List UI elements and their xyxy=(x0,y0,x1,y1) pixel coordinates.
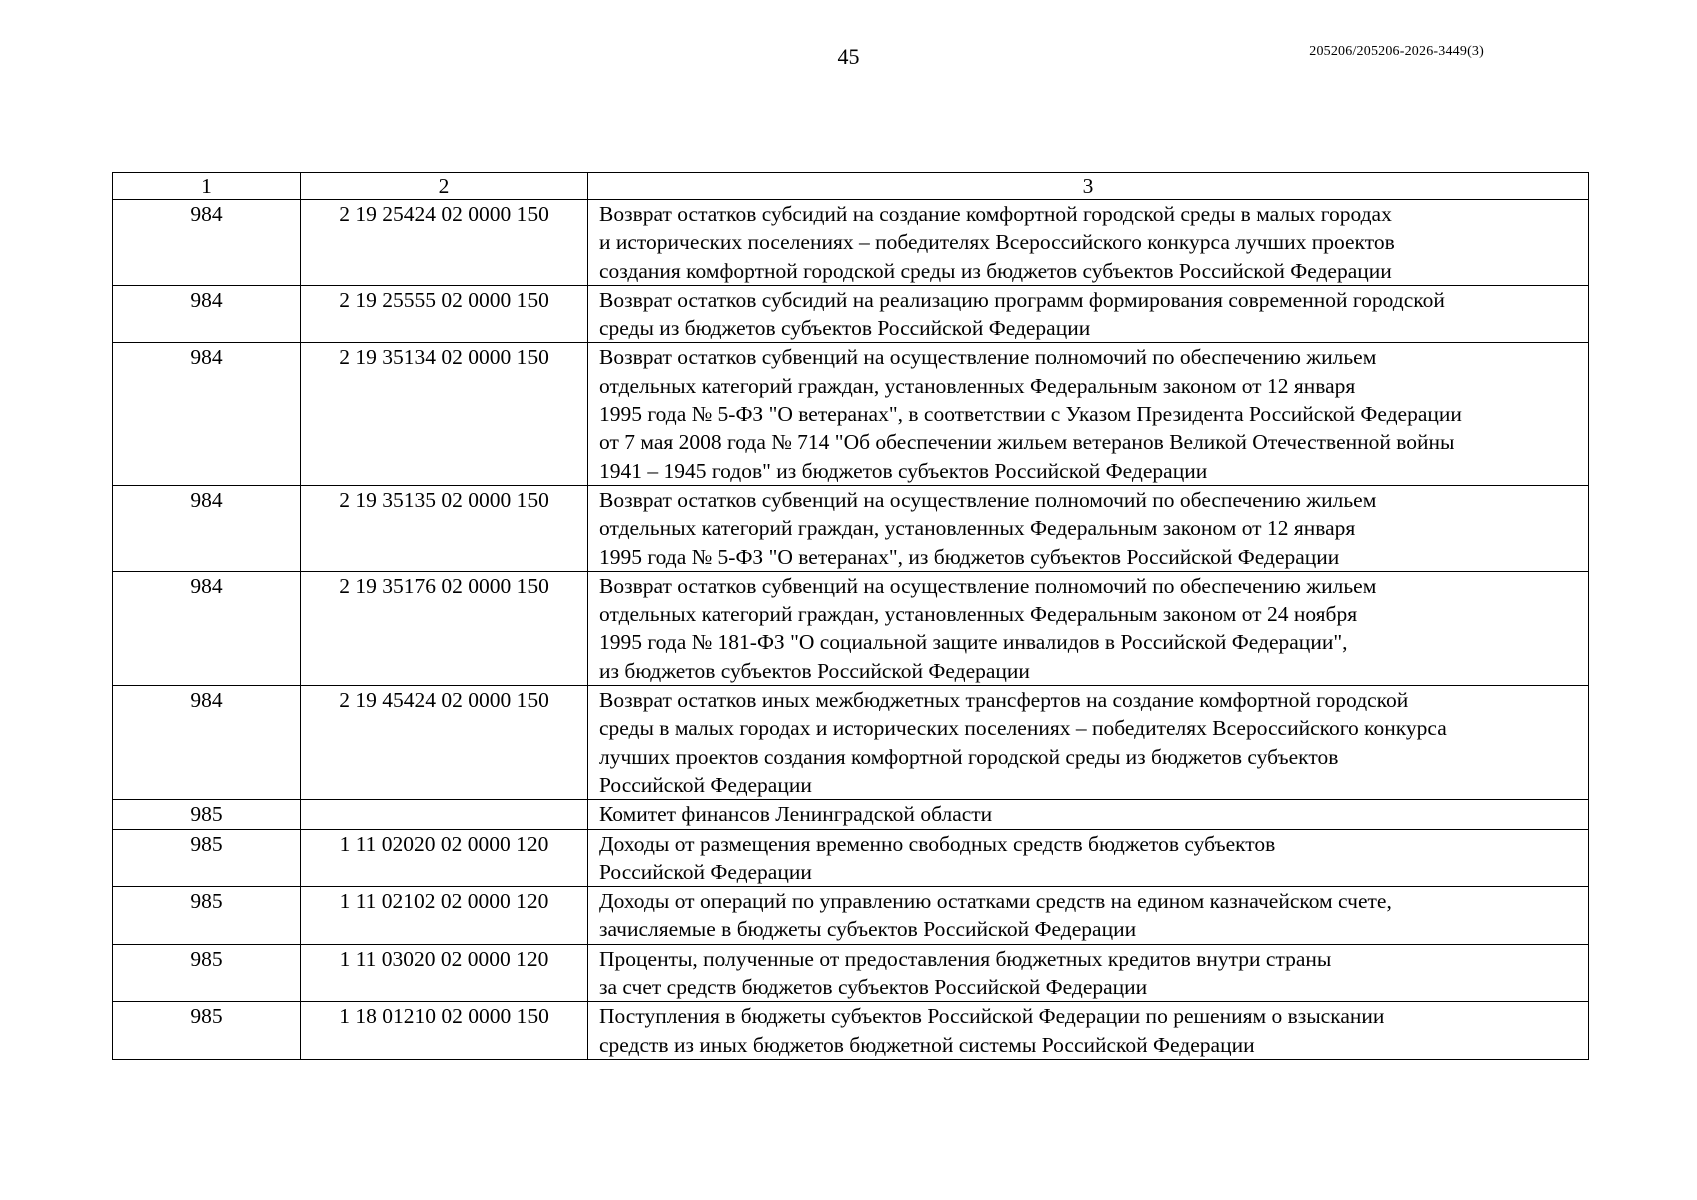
admin-code-cell: 984 xyxy=(113,485,301,571)
description-line: за счет средств бюджетов субъектов Российской Федерации xyxy=(599,975,1148,1000)
description-cell xyxy=(588,944,1589,1002)
description-cell xyxy=(588,800,1589,829)
revenue-code-cell: 1 11 02102 02 0000 120 xyxy=(301,887,588,945)
revenue-code-cell: 1 18 01210 02 0000 150 xyxy=(301,1002,588,1060)
revenue-code-cell: 2 19 45424 02 0000 150 xyxy=(301,686,588,800)
document-id: 205206/205206-2026-3449(3) xyxy=(1309,44,1484,59)
description-line: Российской Федерации xyxy=(599,772,812,797)
table-row xyxy=(113,944,1589,1002)
description-line: лучших проектов создания комфортной городской среды из бюджетов субъектов xyxy=(599,744,1339,769)
admin-code-cell: 985 xyxy=(113,887,301,945)
revenue-code-cell: 2 19 35176 02 0000 150 xyxy=(301,571,588,685)
table-row xyxy=(113,686,1589,800)
revenue-code-cell: 1 11 03020 02 0000 120 xyxy=(301,944,588,1002)
description-line: 1995 года № 5-ФЗ "О ветеранах", в соответствии с Указом Президента Российской Федерации xyxy=(599,402,1462,427)
table-row xyxy=(113,829,1589,887)
description-cell xyxy=(588,485,1589,571)
description-line: отдельных категорий граждан, установленных Федеральным законом от 12 января xyxy=(599,516,1356,541)
description-cell xyxy=(588,686,1589,800)
admin-code-cell: 984 xyxy=(113,343,301,485)
description-line: Возврат остатков субвенций на осуществление полномочий по обеспечению жильем xyxy=(599,573,1377,598)
description-cell xyxy=(588,887,1589,945)
column-header-1: 1 xyxy=(113,173,301,200)
admin-code-cell: 984 xyxy=(113,571,301,685)
revenue-codes-table xyxy=(112,172,1589,1060)
table-row xyxy=(113,343,1589,485)
admin-code-cell: 985 xyxy=(113,1002,301,1060)
admin-code-cell: 984 xyxy=(113,200,301,286)
description-line: 1995 года № 181-ФЗ "О социальной защите инвалидов в Российской Федерации", xyxy=(599,630,1348,655)
description-cell xyxy=(588,200,1589,286)
table-row xyxy=(113,200,1589,286)
description-cell xyxy=(588,285,1589,343)
description-line: из бюджетов субъектов Российской Федерации xyxy=(599,658,1030,683)
table-header-row xyxy=(113,173,1589,200)
column-header-2: 2 xyxy=(301,173,588,200)
column-header-3: 3 xyxy=(588,173,1589,200)
table-row xyxy=(113,887,1589,945)
revenue-code-cell: 2 19 25555 02 0000 150 xyxy=(301,285,588,343)
table-row xyxy=(113,285,1589,343)
description-line: среды в малых городах и исторических поселениях – победителях Всероссийского конкурса xyxy=(599,716,1447,741)
description-line: отдельных категорий граждан, установленных Федеральным законом от 12 января xyxy=(599,373,1356,398)
table-row xyxy=(113,1002,1589,1060)
description-cell xyxy=(588,571,1589,685)
table-body xyxy=(113,200,1589,1060)
revenue-code-cell: 2 19 35134 02 0000 150 xyxy=(301,343,588,485)
admin-code-cell: 984 xyxy=(113,285,301,343)
description-line: от 7 мая 2008 года № 714 "Об обеспечении жильем ветеранов Великой Отечественной войны xyxy=(599,430,1455,455)
description-line: 1941 – 1945 годов" из бюджетов субъектов Российской Федерации xyxy=(599,458,1208,483)
admin-code-cell: 985 xyxy=(113,800,301,829)
description-line: и исторических поселениях – победителях Всероссийского конкурса лучших проектов xyxy=(599,230,1395,255)
table-row xyxy=(113,485,1589,571)
description-line: Российской Федерации xyxy=(599,859,812,884)
page-number: 45 xyxy=(837,44,860,69)
description-cell xyxy=(588,343,1589,485)
description-line: Возврат остатков субвенций на осуществление полномочий по обеспечению жильем xyxy=(599,345,1377,370)
description-line: Комитет финансов Ленинградской области xyxy=(599,802,993,827)
revenue-code-cell: 2 19 25424 02 0000 150 xyxy=(301,200,588,286)
admin-code-cell: 985 xyxy=(113,944,301,1002)
description-line: Доходы от операций по управлению остатками средств на едином казначейском счете, xyxy=(599,889,1392,914)
description-line: Возврат остатков субсидий на создание комфортной городской среды в малых городах xyxy=(599,202,1392,226)
description-line: зачисляемые в бюджеты субъектов Российской Федерации xyxy=(599,917,1137,942)
description-line: Возврат остатков иных межбюджетных трансфертов на создание комфортной городской xyxy=(599,688,1409,713)
description-cell xyxy=(588,1002,1589,1060)
description-line: средств из иных бюджетов бюджетной системы Российской Федерации xyxy=(599,1032,1255,1057)
description-line: создания комфортной городской среды из бюджетов субъектов Российской Федерации xyxy=(599,258,1392,283)
admin-code-cell: 985 xyxy=(113,829,301,887)
description-line: Возврат остатков субвенций на осуществление полномочий по обеспечению жильем xyxy=(599,487,1377,512)
description-cell xyxy=(588,829,1589,887)
description-line: Поступления в бюджеты субъектов Российской Федерации по решениям о взыскании xyxy=(599,1004,1385,1029)
revenue-code-cell: 2 19 35135 02 0000 150 xyxy=(301,485,588,571)
description-line: Возврат остатков субсидий на реализацию программ формирования современной городской xyxy=(599,287,1445,312)
description-line: Доходы от размещения временно свободных средств бюджетов субъектов xyxy=(599,831,1276,856)
revenue-code-cell xyxy=(301,800,588,829)
description-line: Проценты, полученные от предоставления бюджетных кредитов внутри страны xyxy=(599,946,1332,971)
description-line: среды из бюджетов субъектов Российской Федерации xyxy=(599,316,1091,341)
description-line: отдельных категорий граждан, установленных Федеральным законом от 24 ноября xyxy=(599,602,1358,627)
admin-code-cell: 984 xyxy=(113,686,301,800)
description-line: 1995 года № 5-ФЗ "О ветеранах", из бюджетов субъектов Российской Федерации xyxy=(599,544,1340,569)
table-row xyxy=(113,800,1589,829)
table-row xyxy=(113,571,1589,685)
revenue-code-cell: 1 11 02020 02 0000 120 xyxy=(301,829,588,887)
